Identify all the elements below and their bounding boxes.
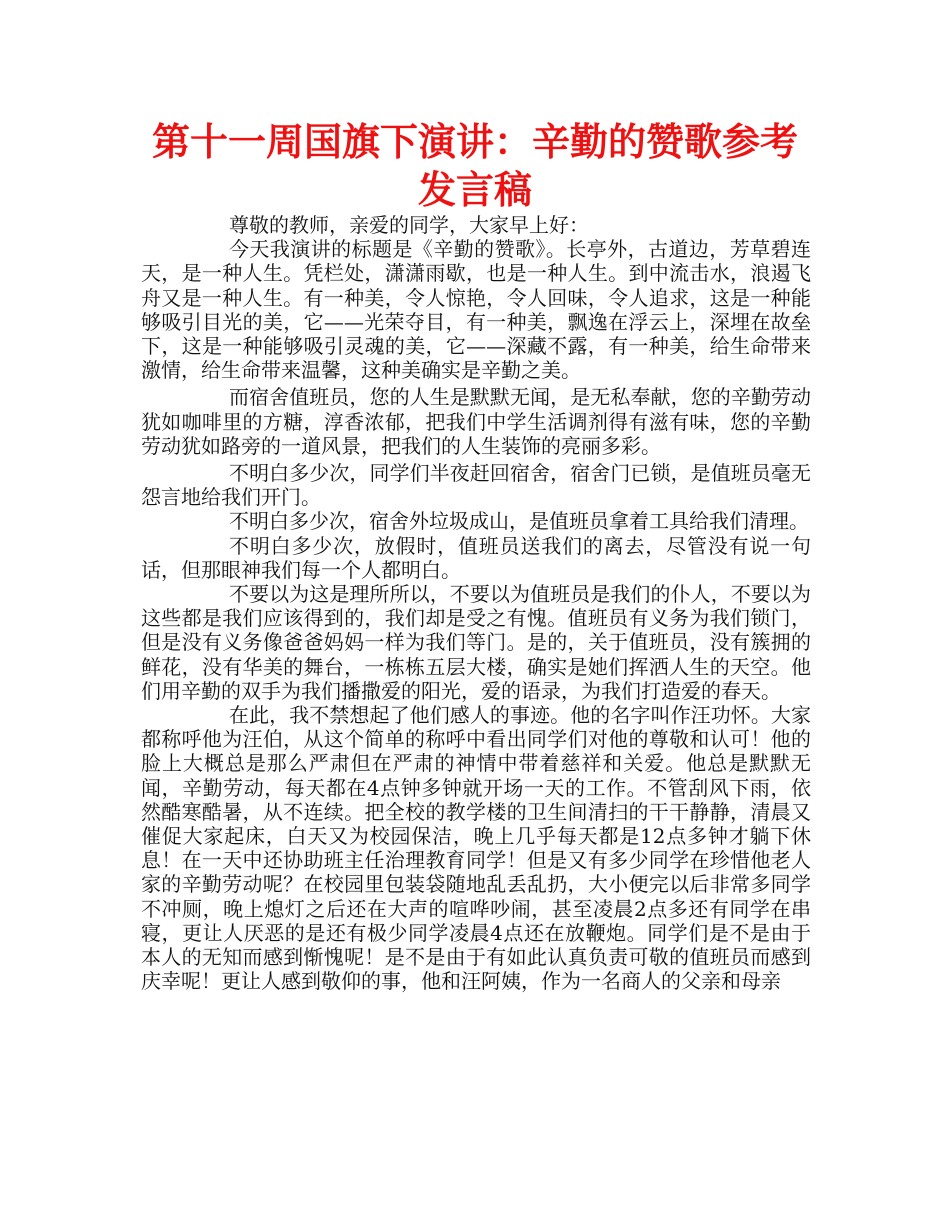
paragraph-wang-story: 在此，我不禁想起了他们感人的事迹。他的名字叫作汪功怀。大家都称呼他为汪伯，从这个简单的称呼中看出同学们对他的尊敬和认可！他的脸上大概总是那么严肃但在严肃的神情中带着慈祥和关爱。他总是默默无闻，辛勤劳动，每天都在4点钟多钟就开场一天的工作。不管刮风下雨，依然酷寒酷暑，从不连续。把全校的教学楼的卫生间清扫的干干静静，清晨又催促大家起床，白天又为校园保洁，晚上几乎每天都是12点多钟才躺下休息！在一天中还协助班主任治理教育同学！但是又有多少同学在珍惜他老人家的辛勤劳动呢？在校园里包装袋随地乱丢乱扔，大小便完以后非常多同学不冲厕，晚上熄灯之后还在大声的喧哗吵闹，甚至凌晨2点多还有同学在串寝，更让人厌恶的是还有极少同学凌晨4点还在放鞭炮。同学们是不是由于本人的无知而感到惭愧呢！是不是由于有如此认真负责可敬的值班员而感到庆幸呢！更让人感到敬仰的事，他和汪阿姨，作为一名商人的父亲和母亲 [141, 703, 811, 994]
paragraph-farewell: 不明白多少次，放假时，值班员送我们的离去，尽管没有说一句话，但那眼神我们每一个人都明白。 [141, 533, 811, 582]
document-body [141, 213, 811, 994]
paragraph-greeting: 尊敬的教师，亲爱的同学，大家早上好： [229, 213, 589, 237]
paragraph-gratitude: 不要以为这是理所所以，不要以为值班员是我们的仆人，不要以为这些都是我们应该得到的，我们却是受之有愧。值班员有义务为我们锁门，但是没有义务像爸爸妈妈一样为我们等门。是的，关于值班员，没有簇拥的鲜花，没有华美的舞台，一栋栋五层大楼，确实是她们挥洒人生的天空。他们用辛勤的双手为我们播撒爱的阳光，爱的语录，为我们打造爱的春天。 [141, 582, 811, 703]
paragraph-clean-up: 不明白多少次，宿舍外垃圾成山，是值班员拿着工具给我们清理。 [229, 509, 809, 534]
paragraph-open-door: 不明白多少次，同学们半夜赶回宿舍，宿舍门已锁，是值班员毫无怨言地给我们开门。 [141, 461, 811, 510]
paragraph-intro: 今天我演讲的标题是《辛勤的赞歌》。长亭外，古道边，芳草碧连天，是一种人生。凭栏处，潇潇雨歇，也是一种人生。到中流击水，浪遏飞舟又是一种人生。有一种美，令人惊艳，令人回味，令人追求，这是一种能够吸引目光的美，它——光荣夺目，有一种美，飘逸在浮云上，深埋在故垒下，这是一种能够吸引灵魂的美，它——深藏不露，有一种美，给生命带来激情，给生命带来温馨，这种美确实是辛勤之美。 [141, 237, 811, 383]
document-title: 第十一周国旗下演讲：辛勤的赞歌参考发言稿 [151, 120, 798, 212]
paragraph-dorm-staff: 而宿舍值班员，您的人生是默默无闻，是无私奉献，您的辛勤劳动犹如咖啡里的方糖，淳香浓郁，把我们中学生活调剂得有滋有味，您的辛勤劳动犹如路旁的一道风景，把我们的人生装饰的亮丽多彩。 [141, 385, 811, 458]
